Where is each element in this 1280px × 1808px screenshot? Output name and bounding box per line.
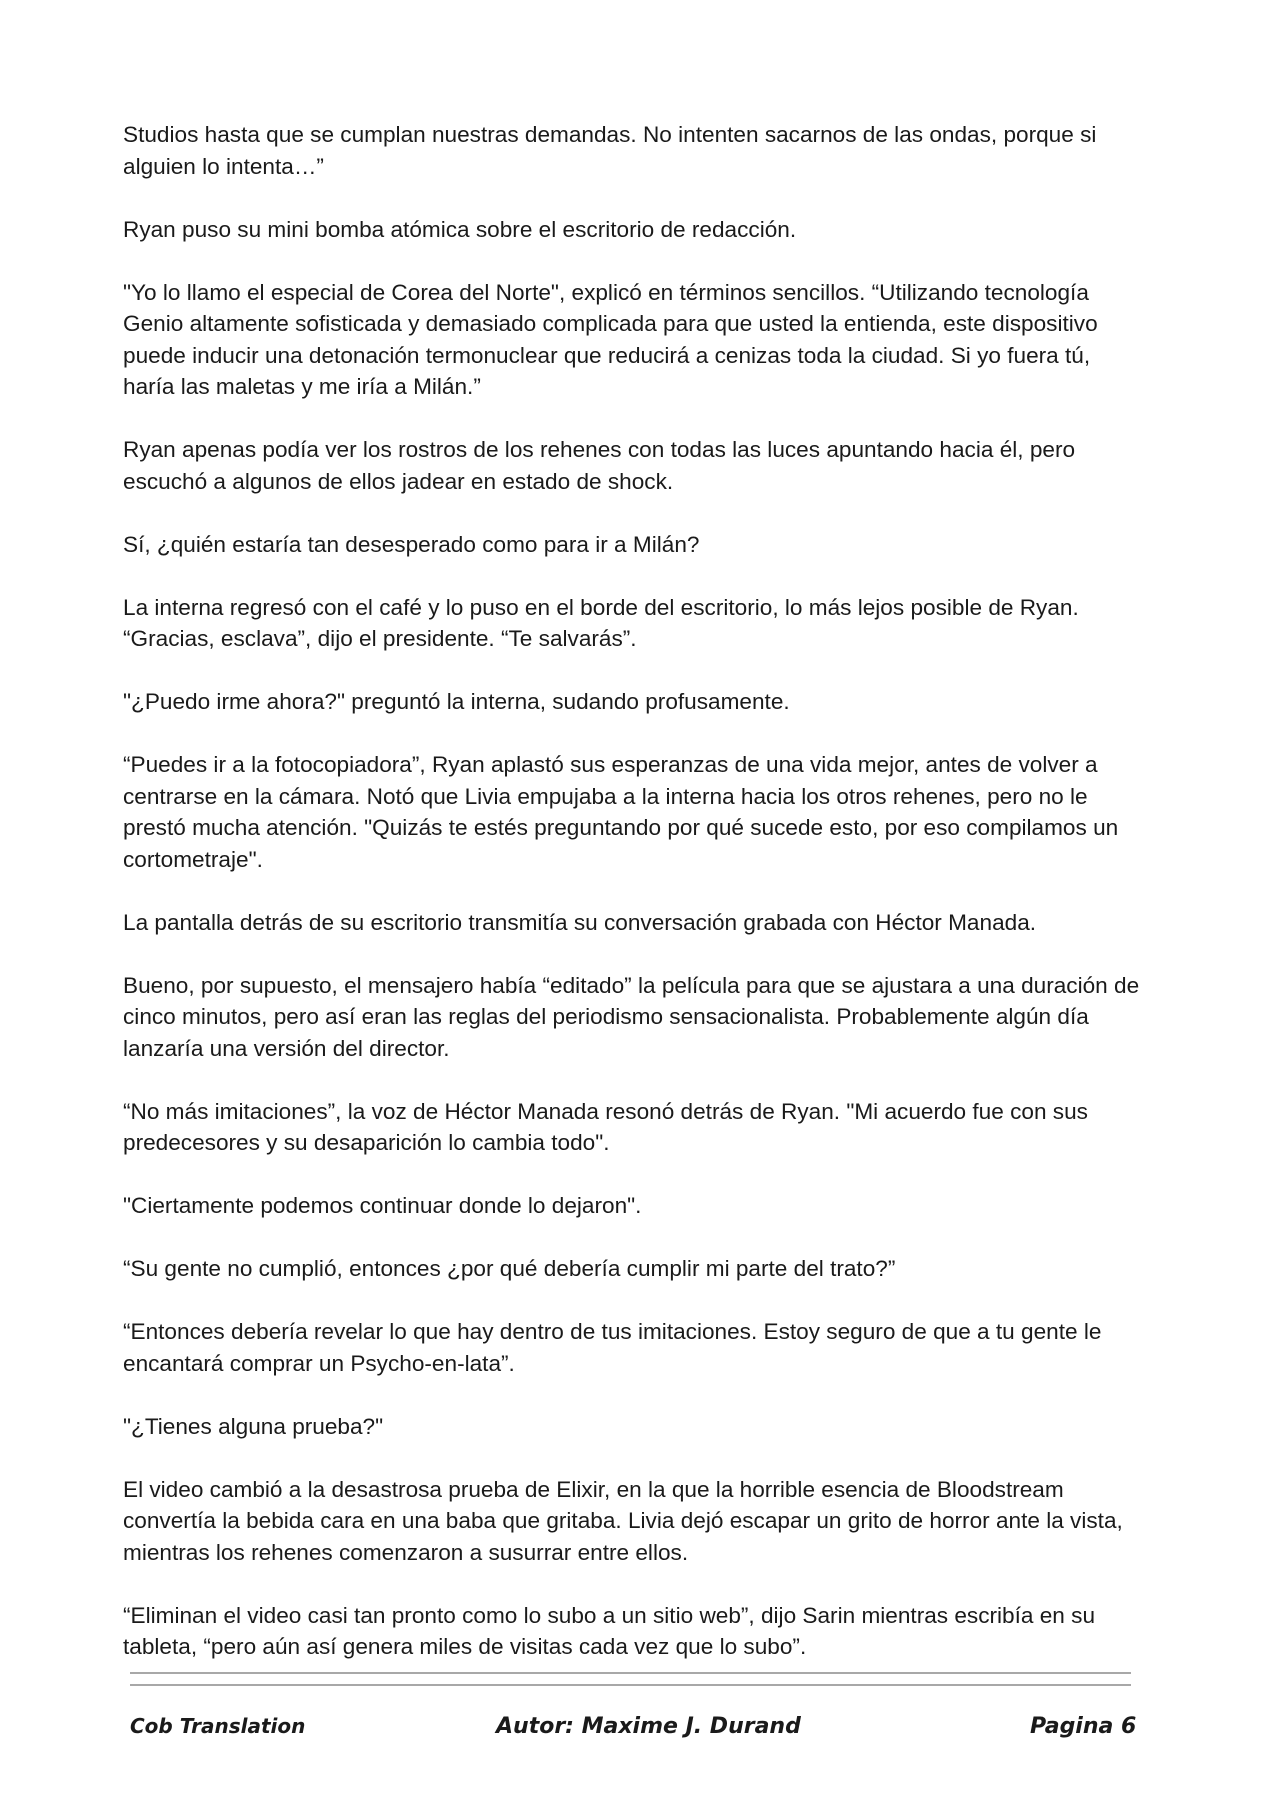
footer-page-number: Pagina 6 — [1030, 1714, 1137, 1739]
paragraph: "Ciertamente podemos continuar donde lo dejaron". — [123, 1193, 642, 1218]
paragraph: Studios hasta que se cumplan nuestras demandas. No intenten sacarnos de las ondas, porque si alguien lo intenta…” — [123, 122, 1097, 179]
paragraph: “Entonces debería revelar lo que hay dentro de tus imitaciones. Estoy seguro de que a tu gente le encantará comprar un Psycho-en-lata”. — [123, 1319, 1102, 1376]
paragraph: “Puedes ir a la fotocopiadora”, Ryan aplastó sus esperanzas de una vida mejor, antes de volver a centrarse en la cámara. Notó que Livia empujaba a la interna hacia los otros rehenes, pero no le prestó mucha atención. "Quizás te estés preguntando por qué sucede esto, por eso compilamos un cortometraje". — [123, 752, 1119, 872]
paragraph: "¿Puedo irme ahora?" preguntó la interna, sudando profusamente. — [123, 689, 790, 714]
paragraph: El video cambió a la desastrosa prueba de Elixir, en la que la horrible esencia de Bloodstream convertía la bebida cara en una baba que gritaba. Livia dejó escapar un grito de horror ante la vista, mientras los rehenes comenzaron a susurrar entre ellos. — [123, 1476, 1123, 1565]
paragraph: Sí, ¿quién estaría tan desesperado como para ir a Milán? — [123, 531, 700, 557]
footer-author: Autor: Maxime J. Durand — [496, 1714, 801, 1739]
footer-divider-bottom — [130, 1684, 1131, 1686]
paragraph: Ryan puso su mini bomba atómica sobre el escritorio de redacción. — [123, 216, 797, 242]
footer-translator: Cob Translation — [130, 1714, 306, 1738]
paragraph: “Eliminan el video casi tan pronto como lo subo a un sitio web”, dijo Sarin mientras escribía en su tableta, “pero aún así genera miles de visitas cada vez que lo subo”. — [123, 1602, 1096, 1659]
body-text — [123, 119, 1143, 1694]
footer-divider-top — [130, 1672, 1131, 1674]
paragraph: La pantalla detrás de su escritorio transmitía su conversación grabada con Héctor Manada. — [123, 909, 1037, 935]
paragraph: “Su gente no cumplió, entonces ¿por qué debería cumplir mi parte del trato?” — [123, 1256, 896, 1281]
paragraph: Bueno, por supuesto, el mensajero había “editado” la película para que se ajustara a una duración de cinco minutos, pero así eran las reglas del periodismo sensacionalista. Probablemente algún día lanzaría una versión del director. — [123, 972, 1140, 1061]
paragraph: “No más imitaciones”, la voz de Héctor Manada resonó detrás de Ryan. "Mi acuerdo fue con sus predecesores y su desaparición lo cambia todo". — [123, 1098, 1088, 1155]
paragraph: La interna regresó con el café y lo puso en el borde del escritorio, lo más lejos posible de Ryan. “Gracias, esclava”, dijo el presidente. “Te salvarás”. — [123, 594, 1079, 651]
paragraph: "¿Tienes alguna prueba?" — [123, 1413, 384, 1439]
paragraph: "Yo lo llamo el especial de Corea del Norte", explicó en términos sencillos. “Utilizando tecnología Genio altamente sofisticada y demasiado complicada para que usted la entienda, este dispositivo puede inducir una detonación termonuclear que reducirá a cenizas toda la ciudad. Si yo fuera tú, haría las maletas y me iría a Milán.” — [123, 279, 1098, 399]
paragraph: Ryan apenas podía ver los rostros de los rehenes con todas las luces apuntando hacia él, pero escuchó a algunos de ellos jadear en estado de shock. — [123, 437, 1076, 494]
